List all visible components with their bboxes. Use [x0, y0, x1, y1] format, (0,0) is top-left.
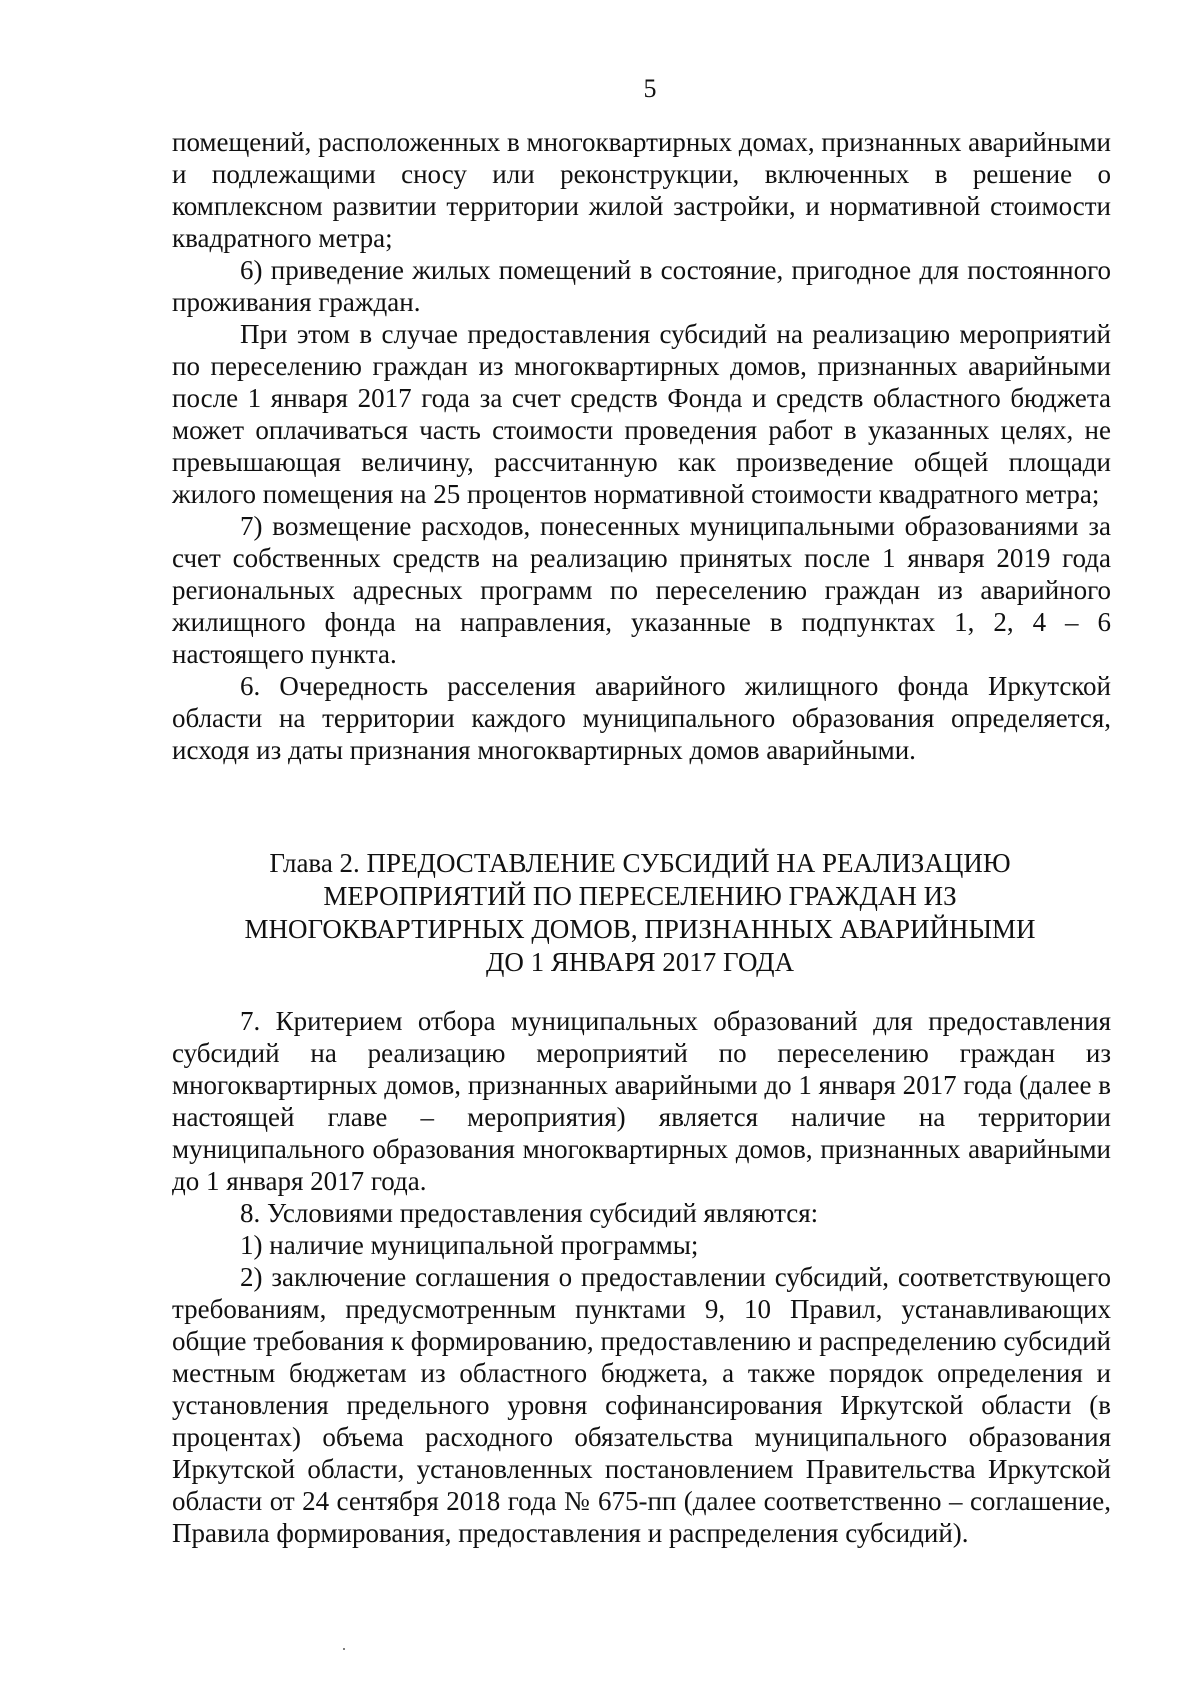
paragraph-section-6: 6. Очередность расселения аварийного жилищного фонда Иркутской области на территории каждого муниципального образования определяется, исходя из даты признания многоквартирных домов аварийными. [172, 671, 1111, 765]
chapter-heading-line: ДО 1 ЯНВАРЯ 2017 ГОДА [485, 947, 795, 977]
paragraph-section-7: 7. Критерием отбора муниципальных образований для предоставления субсидий на реализацию мероприятий по переселению граждан из многоквартирных домов, признанных аварийными до 1 января 2017 года (далее в настоящей главе – мероприятия) является наличие на территории муниципального образования многоквартирных домов, признанных аварийными до 1 января 2017 года. [172, 1006, 1111, 1196]
chapter-heading-line: МНОГОКВАРТИРНЫХ ДОМОВ, ПРИЗНАННЫХ АВАРИЙНЫМИ [244, 914, 1036, 944]
chapter-heading [160, 847, 1120, 979]
page-number: 5 [643, 74, 657, 103]
paragraph-subsidy-condition: При этом в случае предоставления субсидий на реализацию мероприятий по переселению граждан из многоквартирных домов, признанных аварийными после 1 января 2017 года за счет средств Фонда и средств областного бюджета может оплачиваться часть стоимости проведения работ в указанных целях, не превышающая величину, рассчитанную как произведение общей площади жилого помещения на 25 процентов нормативной стоимости квадратного метра; [172, 319, 1111, 509]
paragraph-item-7: 7) возмещение расходов, понесенных муниципальными образованиями за счет собственных средств на реализацию принятых после 1 января 2019 года региональных адресных программ по переселению граждан из аварийного жилищного фонда на направления, указанные в подпунктах 1, 2, 4 – 6 настоящего пункта. [172, 511, 1111, 669]
paragraph-condition-2: 2) заключение соглашения о предоставлении субсидий, соответствующего требованиям, предусмотренным пунктами 9, 10 Правил, устанавливающих общие требования к формированию, предоставлению и распределению субсидий местным бюджетам из областного бюджета, а также порядок определения и установления предельного уровня софинансирования Иркутской области (в процентах) объема расходного обязательства муниципального образования Иркутской области, установленных постановлением Правительства Иркутской области от 24 сентября 2018 года № 675-пп (далее соответственно – соглашение, Правила формирования, предоставления и распределения субсидий). [172, 1262, 1111, 1548]
paragraph-condition-1: 1) наличие муниципальной программы; [240, 1230, 699, 1260]
scan-dot [343, 1648, 345, 1650]
chapter-heading-line: МЕРОПРИЯТИЙ ПО ПЕРЕСЕЛЕНИЮ ГРАЖДАН ИЗ [323, 881, 957, 911]
chapter-heading-line: Глава 2. ПРЕДОСТАВЛЕНИЕ СУБСИДИЙ НА РЕАЛИЗАЦИЮ [269, 848, 1011, 878]
body-text-top [172, 126, 1111, 766]
body-text-bottom [172, 1005, 1111, 1549]
paragraph-continuation: помещений, расположенных в многоквартирных домах, признанных аварийными и подлежащими сносу или реконструкции, включенных в решение о комплексном развитии территории жилой застройки, и нормативной стоимости квадратного метра; [172, 127, 1112, 253]
paragraph-section-8: 8. Условиями предоставления субсидий являются: [240, 1198, 819, 1228]
paragraph-item-6: 6) приведение жилых помещений в состояние, пригодное для постоянного проживания граждан. [172, 255, 1111, 317]
